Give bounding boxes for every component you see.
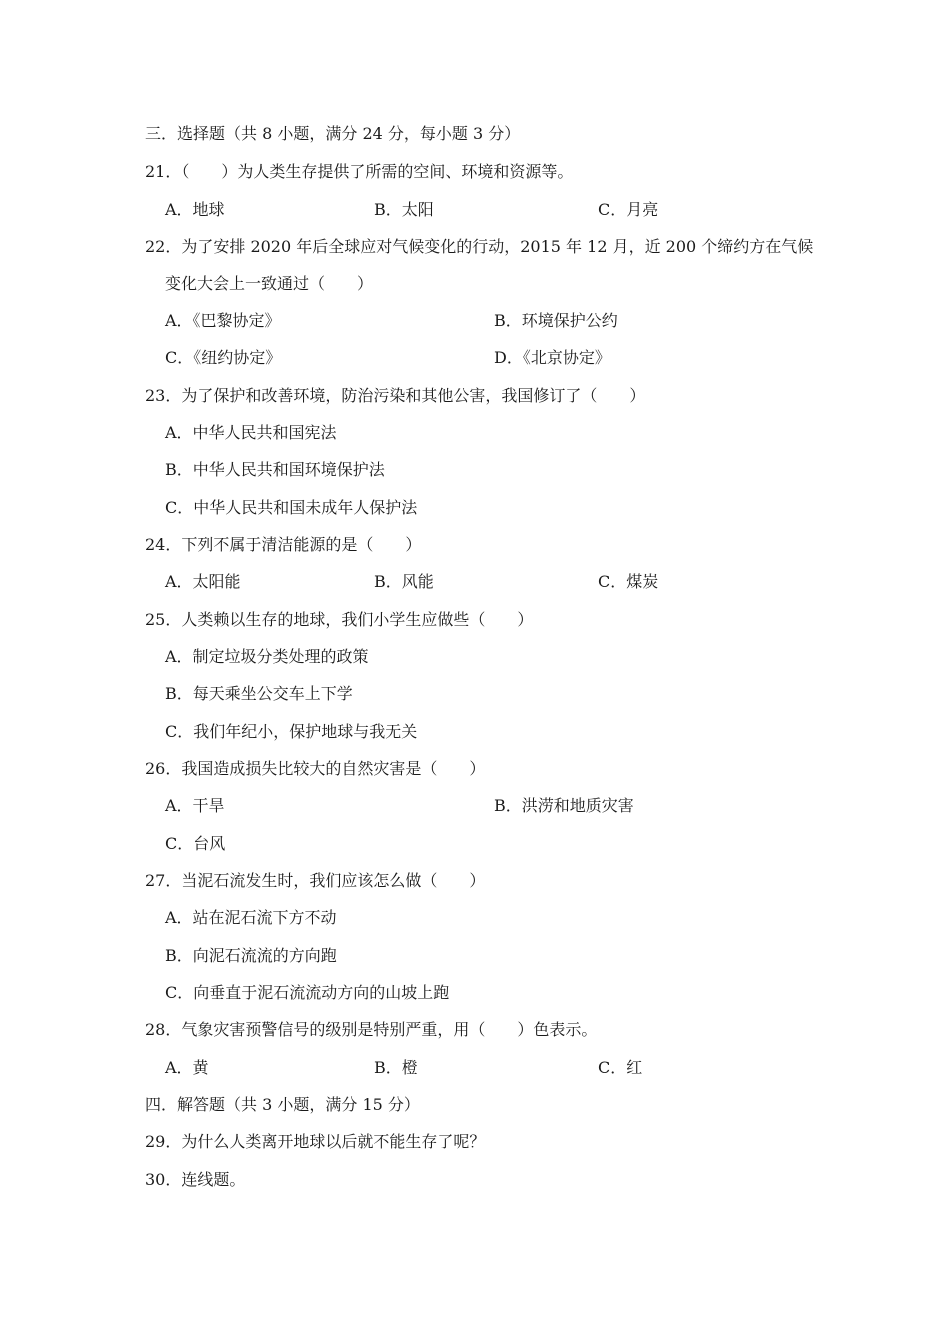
question-26-option-a: A．干旱	[165, 796, 225, 815]
question-24-stem: 24．下列不属于清洁能源的是（ ）	[145, 535, 422, 554]
question-25-option-b: B．每天乘坐公交车上下学	[165, 684, 353, 703]
question-25-option-c: C．我们年纪小，保护地球与我无关	[165, 722, 418, 741]
question-27-option-a: A．站在泥石流下方不动	[165, 908, 337, 927]
question-21-option-b: B．太阳	[374, 200, 434, 219]
question-21-stem: 21．（ ）为人类生存提供了所需的空间、环境和资源等。	[145, 162, 574, 181]
question-21-option-a: A．地球	[165, 200, 225, 219]
question-22-option-a: A．《巴黎协定》	[165, 311, 281, 330]
question-28-option-a: A．黄	[165, 1058, 209, 1077]
question-28-stem: 28．气象灾害预警信号的级别是特别严重，用（ ）色表示。	[145, 1020, 598, 1039]
question-23-option-a: A．中华人民共和国宪法	[165, 423, 337, 442]
question-23-option-c: C．中华人民共和国未成年人保护法	[165, 498, 418, 517]
question-22-option-c: C．《纽约协定》	[165, 348, 282, 367]
question-26-option-b: B．洪涝和地质灾害	[494, 796, 634, 815]
section-4-heading: 四．解答题（共 3 小题，满分 15 分）	[145, 1095, 420, 1114]
question-30-stem: 30．连线题。	[145, 1170, 246, 1189]
question-24-option-a: A．太阳能	[165, 572, 241, 591]
question-23-option-b: B．中华人民共和国环境保护法	[165, 460, 385, 479]
question-23-stem: 23．为了保护和改善环境，防治污染和其他公害，我国修订了（ ）	[145, 386, 646, 405]
question-26-option-c: C．台风	[165, 834, 226, 853]
question-25-option-a: A．制定垃圾分类处理的政策	[165, 647, 369, 666]
question-26-stem: 26．我国造成损失比较大的自然灾害是（ ）	[145, 759, 486, 778]
question-24-option-b: B．风能	[374, 572, 434, 591]
question-22-stem-continued: 变化大会上一致通过（ ）	[165, 274, 374, 293]
question-22-option-d: D．《北京协定》	[494, 348, 611, 367]
question-27-option-b: B．向泥石流流的方向跑	[165, 946, 337, 965]
question-28-option-c: C．红	[598, 1058, 643, 1077]
question-22-option-b: B．环境保护公约	[494, 311, 618, 330]
question-24-option-c: C．煤炭	[598, 572, 659, 591]
section-3-heading: 三．选择题（共 8 小题，满分 24 分，每小题 3 分）	[145, 124, 521, 143]
question-25-stem: 25．人类赖以生存的地球，我们小学生应做些（ ）	[145, 610, 534, 629]
question-22-stem: 22．为了安排 2020 年后全球应对气候变化的行动，2015 年 12 月，近 200 个缔约方在气候	[145, 237, 814, 256]
question-29-stem: 29．为什么人类离开地球以后就不能生存了呢？	[145, 1132, 486, 1151]
question-28-option-b: B．橙	[374, 1058, 418, 1077]
question-21-option-c: C．月亮	[598, 200, 659, 219]
question-27-stem: 27．当泥石流发生时，我们应该怎么做（ ）	[145, 871, 486, 890]
question-27-option-c: C．向垂直于泥石流流动方向的山坡上跑	[165, 983, 450, 1002]
